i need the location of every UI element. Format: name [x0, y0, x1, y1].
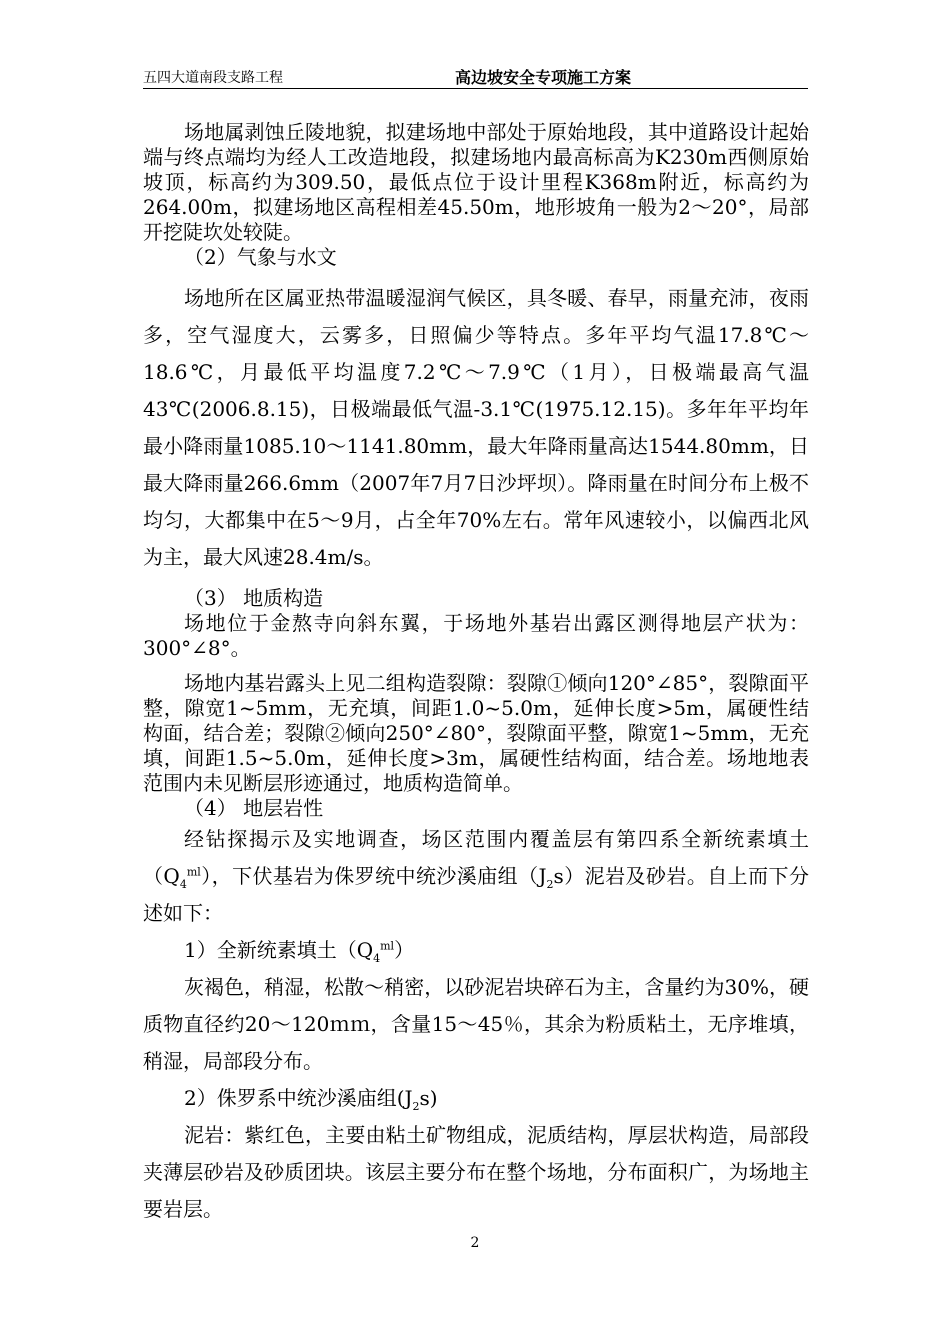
paragraph-mudstone: 泥岩：紫红色，主要由粘土矿物组成，泥质结构，厚层状构造，局部段夹薄层砂岩及砂质团块。该层主要分布在整个场地，分布面积广，为场地主要岩层。: [143, 1123, 809, 1221]
section-heading-geology: （3） 地质构造: [184, 586, 324, 610]
header-document-title: 高边坡安全专项施工方案: [455, 68, 632, 87]
paragraph-terrain: 场地属剥蚀丘陵地貌，拟建场地中部处于原始地段，其中道路设计起始端与终点端均为经人工改造地段，拟建场地内最高标高为K230m西侧原始坡顶，标高约为309.50，最低点位于设计里程K368m附近，标高约为264.00m，拟建场地区高程相差45.50m，地形坡角一般为2～20°，局部开挖陡坎处较陡。: [143, 120, 809, 244]
paragraph-climate: 场地所在区属亚热带温暖湿润气候区，具冬暖、春早，雨量充沛，夜雨多，空气湿度大，云雾多，日照偏少等特点。多年平均气温17.8℃～18.6℃，月最低平均温度7.2℃～7.9℃（1月），日极端最高气温43℃(2006.8.15)，日极端最低气温-3.1℃(1975.12.15)。多年年平均年最小降雨量1085.10～1141.80mm，最大年降雨量高达1544.80mm，日最大降雨量266.6mm（2007年7月7日沙坪坝）。降雨量在时间分布上极不均匀，大都集中在5～9月，占全年70%左右。常年风速较小，以偏西北风为主，最大风速28.4m/s。: [143, 286, 809, 569]
section-heading-strata: （4） 地层岩性: [184, 796, 324, 820]
subheading-jurassic: 2）侏罗系中统沙溪庙组$(J_2s)$: [184, 1086, 438, 1113]
section-heading-climate: （2）气象与水文: [184, 245, 337, 269]
page-header: [143, 64, 808, 89]
subheading-fill-soil: 1）全新统素填土$(Q_4^{ml})$: [184, 938, 415, 965]
paragraph-geology-location: 场地位于金熬寺向斜东翼，于场地外基岩出露区测得地层产状为：300°∠8°。: [143, 611, 809, 660]
paragraph-fill-soil: 灰褐色，稍湿，松散～稍密，以砂泥岩块碎石为主，含量约为30%，硬质物直径约20～120ｍｍ，含量15～45％，其余为粉质粘土，无序堆填，稍湿，局部段分布。: [143, 975, 809, 1073]
page-number: 2: [470, 1235, 480, 1251]
paragraph-strata: 经钻探揭示及实地调查，场区范围内覆盖层有第四系全新统素填土$(Q_4^{ml})$，下伏基岩为侏罗统中统沙溪庙组$(J_2s)$泥岩及砂岩。自上而下分述如下：: [143, 827, 809, 925]
document-body: [143, 120, 809, 1228]
header-project-name: 五四大道南段支路工程: [143, 70, 283, 86]
paragraph-fractures: 场地内基岩露头上见二组构造裂隙：裂隙①倾向120°∠85°，裂隙面平整，隙宽1~5mm，无充填，间距1.0~5.0m，延伸长度>5m，属硬性结构面，结合差；裂隙②倾向250°∠80°，裂隙面平整，隙宽1~5mm，无充填，间距1.5~5.0m，延伸长度>3m，属硬性结构面，结合差。场地地表范围内未见断层形迹通过，地质构造简单。: [143, 671, 809, 795]
